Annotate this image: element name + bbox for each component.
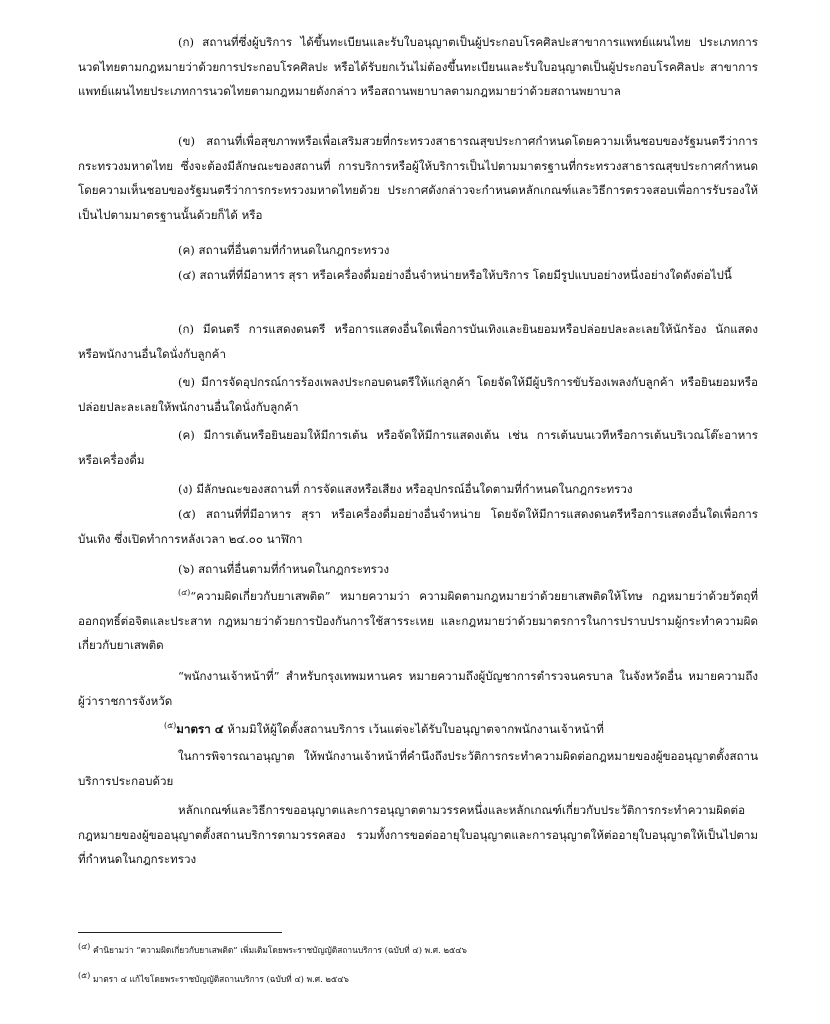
paragraph-14: ในการพิจารณาอนุญาต ให้พนักงานเจ้าหน้าที่คำนึงถึงประวัติการกระทำความผิดต่อกฎหมายของผู้ขออนุญาตตั้งสถานบริการประกอบด้วย <box>78 749 758 788</box>
footnote-ref-5: (๕) <box>164 721 177 731</box>
paragraph-15: หลักเกณฑ์และวิธีการขออนุญาตและการอนุญาตตามวรรคหนึ่งและหลักเกณฑ์เกี่ยวกับประวัติการกระทำความผิดต่อกฎหมายของผู้ขออนุญาตตั้งสถานบริการตามวรรคสอง รวมทั้งการขอต่ออายุใบอนุญาตและการอนุญาตให้ต่ออายุใบอนุญาตให้เป็นไปตามที่กำหนดในกฎกระทรวง <box>78 803 758 866</box>
paragraph-10: (๖) สถานที่อื่นตามที่กำหนดในกฎกระทรวง <box>178 562 390 576</box>
paragraph-1: (ก) สถานที่ซึ่งผู้บริการ ได้ขึ้นทะเบียนและรับใบอนุญาตเป็นผู้ประกอบโรคศิลปะสาขาการแพทย์แผนไทย ประเภทการนวดไทยตามกฎหมายว่าด้วยการประกอบโรคศิลปะ หรือได้รับยกเว้นไม่ต้องขึ้นทะเบียนและรับใบอนุญาตเป็นผู้ประกอบโรคศิลปะ สาขาการแพทย์แผนไทยประเภทการนวดไทยตามกฎหมายดังกล่าว หรือสถานพยาบาลตามกฎหมายว่าด้วยสถานพยาบาล <box>78 35 758 98</box>
paragraph-3: (ค) สถานที่อื่นตามที่กำหนดในกฎกระทรวง <box>178 243 390 257</box>
paragraph-12-definition-officer: “พนักงานเจ้าหน้าที่” สำหรับกรุงเทพมหานคร หมายความถึงผู้บัญชาการตำรวจนครบาล ในจังหวัดอื่น หมายความถึง ผู้ว่าราชการจังหวัด <box>78 669 758 708</box>
paragraph-6: (ข) มีการจัดอุปกรณ์การร้องเพลงประกอบดนตรีให้แก่ลูกค้า โดยจัดให้มีผู้บริการขับร้องเพลงกับลูกค้า หรือยินยอมหรือปล่อยปละละเลยให้พนักงานอื่นใดนั่งกับลูกค้า <box>78 375 758 414</box>
paragraph-7: (ค) มีการเต้นหรือยินยอมให้มีการเต้น หรือจัดให้มีการแสดงเต้น เช่น การเต้นบนเวทีหรือการเต้นบริเวณโต๊ะอาหารหรือเครื่องดื่ม <box>78 428 758 467</box>
paragraph-9: (๕) สถานที่ที่มีอาหาร สุรา หรือเครื่องดื่มอย่างอื่นจำหน่าย โดยจัดให้มีการแสดงดนตรีหรือการแสดงอื่นใดเพื่อการบันเทิง ซึ่งเปิดทำการหลังเวลา ๒๔.๐๐ นาฬิกา <box>78 507 758 546</box>
paragraph-4: (๔) สถานที่ที่มีอาหาร สุรา หรือเครื่องดื่มอย่างอื่นจำหน่ายหรือให้บริการ โดยมีรูปแบบอย่างหนึ่งอย่างใดดังต่อไปนี้ <box>178 268 732 282</box>
footnote-4: $^{(๔)}$ คำนิยามว่า “ความผิดเกี่ยวกับยาเสพติด” เพิ่มเติมโดยพระราชบัญญัติสถานบริการ (ฉบับที่ ๔) พ.ศ. ๒๕๔๖ <box>78 942 467 955</box>
section-4-heading: $^{(๕)}$มาตรา ๔ ห้ามมิให้ผู้ใดตั้งสถานบริการ เว้นแต่จะได้รับใบอนุญาตจากพนักงานเจ้าหน้าที่ <box>164 721 604 736</box>
paragraph-11-definition-drug-offence: $^{(๔)}$“ความผิดเกี่ยวกับยาเสพติด” หมายความว่า ความผิดตามกฎหมายว่าด้วยยาเสพติดให้โทษ กฎหมายว่าด้วยวัตถุที่ออกฤทธิ์ต่อจิตและประสาท กฎหมายว่าด้วยการป้องกันการใช้สารระเหย และกฎหมายว่าด้วยมาตรการในการปราบปรามผู้กระทำความผิดเกี่ยวกับยาเสพติด <box>78 588 758 652</box>
paragraph-5: (ก) มีดนตรี การแสดงดนตรี หรือการแสดงอื่นใดเพื่อการบันเทิงและยินยอมหรือปล่อยปละละเลยให้นักร้อง นักแสดง หรือพนักงานอื่นใดนั่งกับลูกค้า <box>78 322 758 361</box>
footnote-5: $^{(๕)}$ มาตรา ๔ แก้ไขโดยพระราชบัญญัติสถานบริการ (ฉบับที่ ๔) พ.ศ. ๒๕๔๖ <box>78 971 349 984</box>
footnote-ref-4: (๔) <box>178 588 191 598</box>
paragraph-8: (ง) มีลักษณะของสถานที่ การจัดแสงหรือเสียง หรืออุปกรณ์อื่นใดตามที่กำหนดในกฎกระทรวง <box>178 482 633 496</box>
section-label: มาตรา ๔ <box>176 722 224 736</box>
footnote-divider <box>78 932 282 933</box>
paragraph-2: (ข) สถานที่เพื่อสุขภาพหรือเพื่อเสริมสวยที่กระทรวงสาธารณสุขประกาศกำหนดโดยความเห็นชอบของรัฐมนตรีว่าการกระทรวงมหาดไทย ซึ่งจะต้องมีลักษณะของสถานที่ การบริการหรือผู้ให้บริการเป็นไปตามมาตรฐานที่กระทรวงสาธารณสุขประกาศกำหนดโดยความเห็นชอบของรัฐมนตรีว่าการกระทรวงมหาดไทยด้วย ประกาศดังกล่าวจะกำหนดหลักเกณฑ์และวิธีการตรวจสอบเพื่อการรับรองให้เป็นไปตามมาตรฐานนั้นด้วยก็ได้ หรือ <box>78 134 758 222</box>
